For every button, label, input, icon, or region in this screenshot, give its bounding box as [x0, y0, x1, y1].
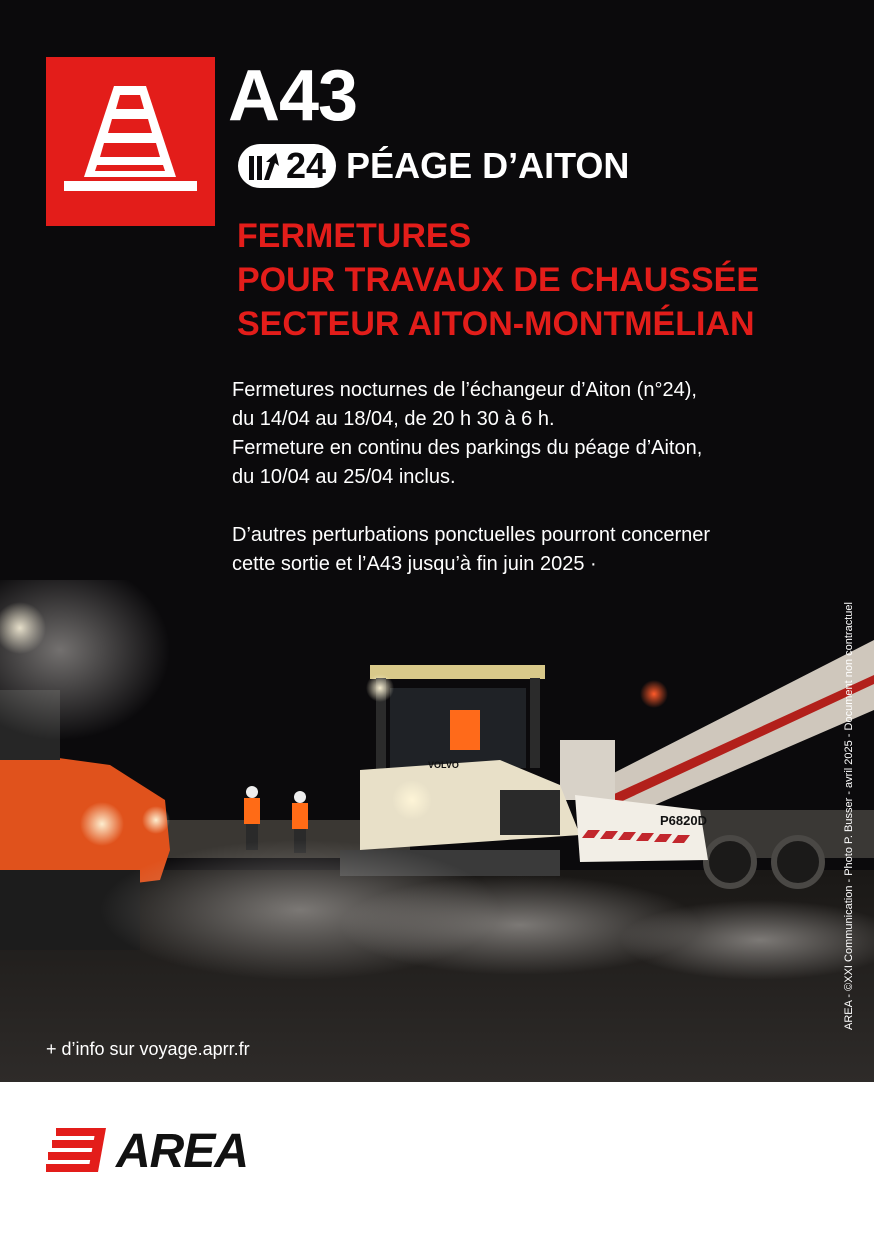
- exit-number: 24: [286, 145, 327, 186]
- info-line-1: Fermetures nocturnes de l’échangeur d’Aiton (n°24),: [232, 379, 697, 401]
- roadworks-logo: [46, 57, 215, 226]
- info-line-4: du 10/04 au 25/04 inclus.: [232, 466, 456, 488]
- area-logo: [46, 1124, 248, 1180]
- roller-headlight: [80, 802, 124, 846]
- info-line-3: Fermeture en continu des parkings du péage d’Aiton,: [232, 437, 703, 459]
- info-line-5: D’autres perturbations ponctuelles pourront concerner: [232, 524, 711, 546]
- exit-badge: [238, 144, 336, 188]
- headline-line-3: SECTEUR AITON-MONTMÉLIAN: [237, 305, 755, 343]
- paver-light: [392, 780, 432, 820]
- exit-name: PÉAGE D’AITON: [346, 145, 630, 186]
- traffic-cone-icon: [46, 57, 215, 226]
- area-stripes-icon: [46, 1124, 108, 1180]
- paver-light: [366, 674, 394, 702]
- road-number: A43: [228, 56, 358, 136]
- info-line-2: du 14/04 au 18/04, de 20 h 30 à 6 h.: [232, 408, 555, 430]
- headline: [237, 214, 759, 346]
- roadworks-photo: [0, 580, 874, 1082]
- paver-brand: VOLVO: [428, 760, 459, 770]
- info-line-6: cette sortie et l’A43 jusqu’à fin juin 2025 ·: [232, 553, 597, 575]
- closure-info: [232, 376, 832, 579]
- exit-row: [238, 142, 629, 190]
- highway-exit-icon: [246, 150, 282, 182]
- headline-line-2: POUR TRAVAUX DE CHAUSSÉE: [237, 261, 760, 299]
- brand-name: AREA: [116, 1125, 249, 1178]
- roller-headlight: [142, 806, 170, 834]
- more-info-link[interactable]: + d’info sur voyage.aprr.fr: [46, 1039, 250, 1059]
- paver-model: P6820D: [660, 813, 707, 828]
- warning-light: [640, 680, 668, 708]
- headline-line-1: FERMETURES: [237, 217, 472, 255]
- photo-credit: AREA - ©XXI Communication - Photo P. Busser - avril 2025 - Document non contractuel: [843, 602, 855, 1030]
